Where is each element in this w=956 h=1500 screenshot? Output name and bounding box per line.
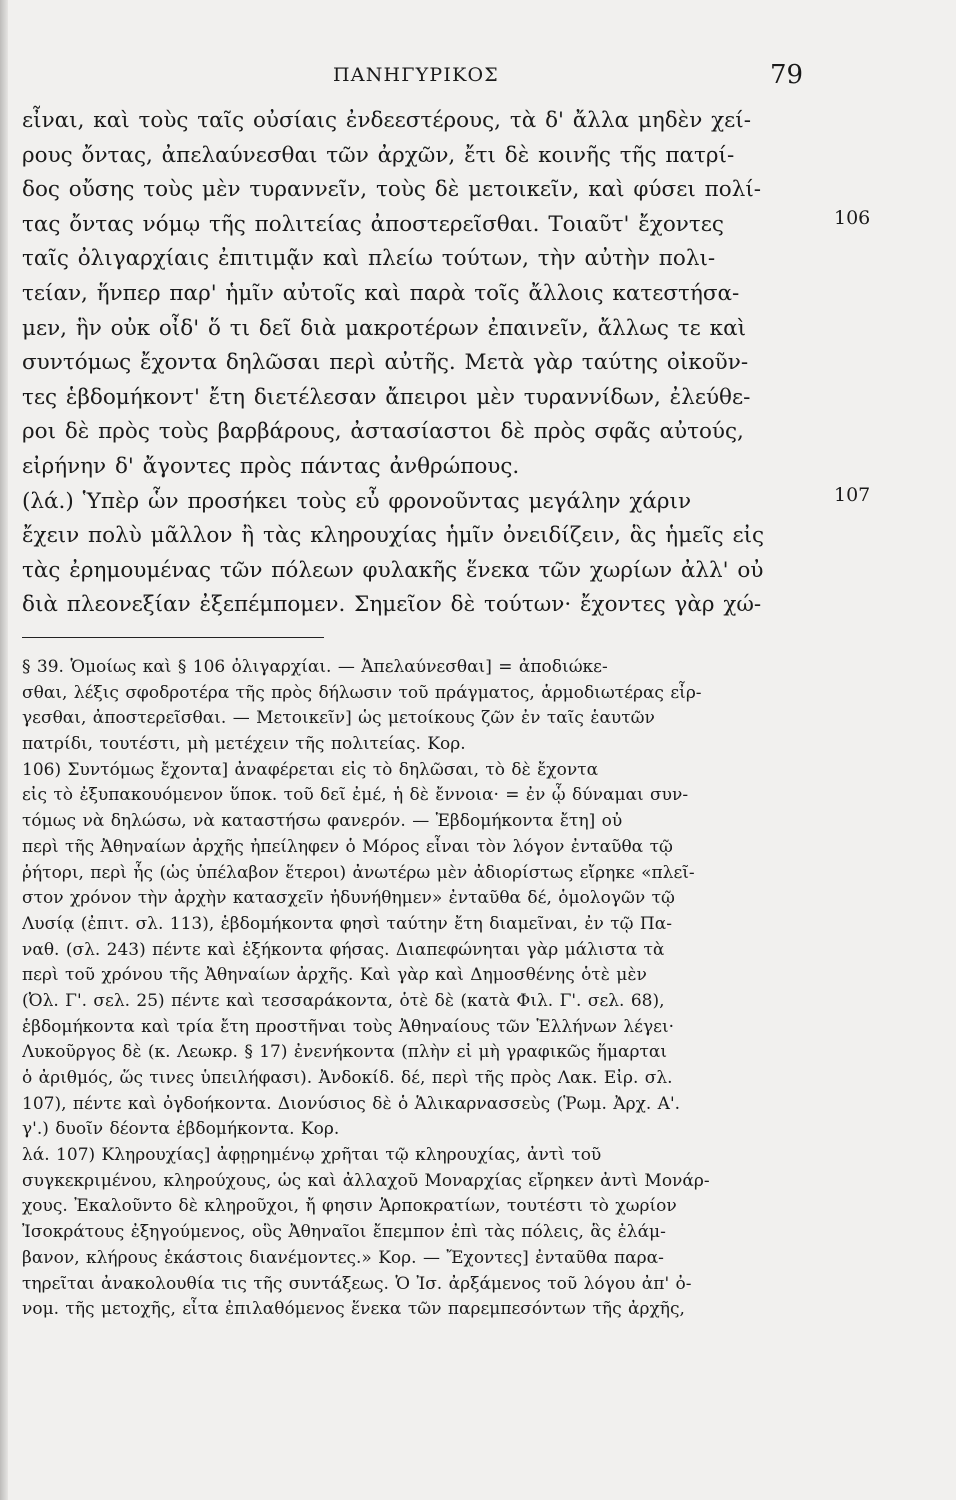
body-line: τείαν, ἥνπερ παρ' ἡμῖν αὐτοῖς καὶ παρὰ τοῖς ἄλλοις κατεστήσα- xyxy=(22,280,740,306)
body-line: δος οὔσης τοὺς μὲν τυραννεῖν, τοὺς δὲ μετοικεῖν, καὶ φύσει πολί- xyxy=(22,177,762,203)
note-line: Λυσίᾳ (ἐπιτ. σλ. 113), ἑβδομήκοντα φησὶ ταύτην ἔτη διαμεῖναι, ἐν τῷ Πα- xyxy=(22,913,672,934)
body-line: τας ὄντας νόμῳ τῆς πολιτείας ἀποστερεῖσθαι. Τοιαῦτ' ἔχοντες xyxy=(22,211,724,237)
note-line: στον χρόνον τὴν ἀρχὴν κατασχεῖν ἠδυνήθημεν» ἐνταῦθα δέ, ὁμολογῶν τῷ xyxy=(22,888,675,909)
note-line xyxy=(22,1349,822,1375)
note-line: 106) Συντόμως ἔχοντα] ἀναφέρεται εἰς τὸ δηλῶσαι, τὸ δὲ ἔχοντα xyxy=(22,759,599,780)
footnote-rule xyxy=(22,637,324,638)
body-line: ἔχειν πολὺ μᾶλλον ἢ τὰς κληρουχίας ἡμῖν ὀνειδίζειν, ἃς ἡμεῖς εἰς xyxy=(22,523,765,549)
body-line: ταῖς ὀλιγαρχίαις ἐπιτιμᾷν καὶ πλείω τούτων, τὴν αὐτὴν πολι- xyxy=(22,246,716,272)
body-line: εἰρήνην δ' ἄγοντες πρὸς πάντας ἀνθρώπους. xyxy=(22,453,520,479)
note-line: εἰς τὸ ἐξυπακουόμενον ὕποκ. τοῦ δεῖ ἐμέ, ἡ δὲ ἔννοια· = ἐν ᾧ δύναμαι συν- xyxy=(22,785,689,806)
page-binding-edge xyxy=(0,0,8,1500)
page-number: 79 xyxy=(770,60,804,90)
note-line: τηρεῖται ἀνακολουθία τις τῆς συντάξεως. Ὁ Ἰσ. ἀρξάμενος τοῦ λόγου ἀπ' ὀ- xyxy=(22,1273,692,1294)
note-line: Λυκοῦργος δὲ (κ. Λεωκρ. § 17) ἐνενήκοντα (πλὴν εἰ μὴ γραφικῶς ἥμαρται xyxy=(22,1042,668,1063)
note-line xyxy=(22,1374,822,1400)
body-line: (λά.) Ὑπὲρ ὧν προσήκει τοὺς εὖ φρονοῦντας μεγάλην χάριν xyxy=(22,488,692,514)
body-line: εἶναι, καὶ τοὺς ταῖς οὐσίαις ἐνδεεστέρους, τὰ δ' ἄλλα μηδὲν χεί- xyxy=(22,108,751,133)
running-title: ΠΑΝΗΓΥΡΙΚΟΣ xyxy=(333,64,499,86)
note-line: γ'.) δυοῖν δέοντα ἑβδομήκοντα. Κορ. xyxy=(22,1119,340,1140)
note-line: χους. Ἐκαλοῦντο δὲ κληροῦχοι, ἤ φησιν Ἁρποκρατίων, τουτέστι τὸ χωρίον xyxy=(22,1196,677,1217)
note-line: γεσθαι, ἀποστερεῖσθαι. — Μετοικεῖν] ὡς μετοίκους ζῶν ἐν ταῖς ἑαυτῶν xyxy=(22,708,655,729)
note-line: Ἰσοκράτους ἐξηγούμενος, οὓς Ἀθηναῖοι ἔπεμπον ἐπὶ τὰς πόλεις, ἃς ἐλάμ- xyxy=(22,1222,666,1243)
note-line: συγκεκριμένου, κληρούχους, ὡς καὶ ἀλλαχοῦ Μοναρχίας εἴρηκεν ἀντὶ Μονάρ- xyxy=(22,1170,710,1191)
note-line: περὶ τῆς Ἀθηναίων ἀρχῆς ἠπείληφεν ὁ Μόρος εἶναι τὸν λόγον ἐνταῦθα τῷ xyxy=(22,836,673,857)
note-line: βανον, κλήρους ἑκάστοις διανέμοντες.» Κορ. — Ἔχοντες] ἐνταῦθα παρα- xyxy=(22,1247,664,1268)
body-line: μεν, ἣν οὐκ οἶδ' ὅ τι δεῖ διὰ μακροτέρων ἐπαινεῖν, ἄλλως τε καὶ xyxy=(22,315,747,341)
body-line: διὰ πλεονεξίαν ἐξεπέμπομεν. Σημεῖον δὲ τούτων· ἔχοντες γὰρ χώ- xyxy=(22,592,762,618)
margin-section-number: 106 xyxy=(834,207,871,229)
note-line xyxy=(22,1400,822,1426)
note-line: σθαι, λέξις σφοδροτέρα τῆς πρὸς δήλωσιν τοῦ πράγματος, ἁρμοδιωτέρας εἶρ- xyxy=(22,682,702,703)
note-line: 107), πέντε καὶ ὀγδοήκοντα. Διονύσιος δὲ ὁ Ἁλικαρνασσεὺς (Ῥωμ. Ἀρχ. Α'. xyxy=(22,1093,681,1114)
note-line: ναθ. (σλ. 243) πέντε καὶ ἑξήκοντα φήσας. Διαπεφώνηται γὰρ μάλιστα τὰ xyxy=(22,939,665,960)
main-text xyxy=(22,104,822,623)
note-line: (Ὀλ. Γ'. σελ. 25) πέντε καὶ τεσσαράκοντα, ὁτὲ δὲ (κατὰ Φιλ. Γ'. σελ. 68), xyxy=(22,990,665,1011)
body-line: ρους ὄντας, ἀπελαύνεσθαι τῶν ἀρχῶν, ἔτι δὲ κοινῆς τῆς πατρί- xyxy=(22,142,735,168)
note-line: ῥήτορι, περὶ ἧς (ὡς ὑπέλαβον ἕτεροι) ἀνωτέρω μὲν ἀδιορίστως εἴρηκε «πλεῖ- xyxy=(22,862,695,883)
note-line xyxy=(22,1323,822,1349)
footnotes xyxy=(22,655,822,1451)
note-line: τόμως νὰ δηλώσω, νὰ καταστήσω φανερόν. — Ἑβδομήκοντα ἔτη] οὐ xyxy=(22,811,623,832)
body-line: τὰς ἐρημουμένας τῶν πόλεων φυλακῆς ἕνεκα τῶν χωρίων ἀλλ' οὐ xyxy=(22,557,764,583)
note-line: πατρίδι, τουτέστι, μὴ μετέχειν τῆς πολιτείας. Κορ. xyxy=(22,734,466,755)
margin-section-number: 107 xyxy=(834,484,871,506)
body-line: τες ἑβδομήκοντ' ἔτη διετέλεσαν ἄπειροι μὲν τυραννίδων, ἐλεύθε- xyxy=(22,384,751,410)
body-line: ροι δὲ πρὸς τοὺς βαρβάρους, ἀστασίαστοι δὲ πρὸς σφᾶς αὐτούς, xyxy=(22,419,744,445)
note-line: νομ. τῆς μετοχῆς, εἶτα ἐπιλαθόμενος ἕνεκα τῶν παρεμπεσόντων τῆς ἀρχῆς, xyxy=(22,1299,685,1320)
note-line: § 39. Ὁμοίως καὶ § 106 ὀλιγαρχίαι. — Ἀπελαύνεσθαι] = ἀποδιώκε- xyxy=(22,657,608,677)
running-head xyxy=(0,60,956,90)
note-line: ἑβδομήκοντα καὶ τρία ἔτη προστῆναι τοὺς Ἀθηναίους τῶν Ἑλλήνων λέγει· xyxy=(22,1016,675,1037)
note-line xyxy=(22,1426,822,1452)
body-line: συντόμως ἔχοντα δηλῶσαι περὶ αὐτῆς. Μετὰ γὰρ ταύτης οἰκοῦν- xyxy=(22,350,749,376)
note-line: λά. 107) Κληρουχίας] ἀφῃρημένῳ χρῆται τῷ κληρουχίας, ἀντὶ τοῦ xyxy=(22,1145,602,1166)
note-line: περὶ τοῦ χρόνου τῆς Ἀθηναίων ἀρχῆς. Καὶ γὰρ καὶ Δημοσθένης ὁτὲ μὲν xyxy=(22,965,647,986)
note-line: ὁ ἀριθμός, ὥς τινες ὑπειλήφασι). Ἀνδοκίδ. δέ, περὶ τῆς πρὸς Λακ. Εἰρ. σλ. xyxy=(22,1068,673,1088)
